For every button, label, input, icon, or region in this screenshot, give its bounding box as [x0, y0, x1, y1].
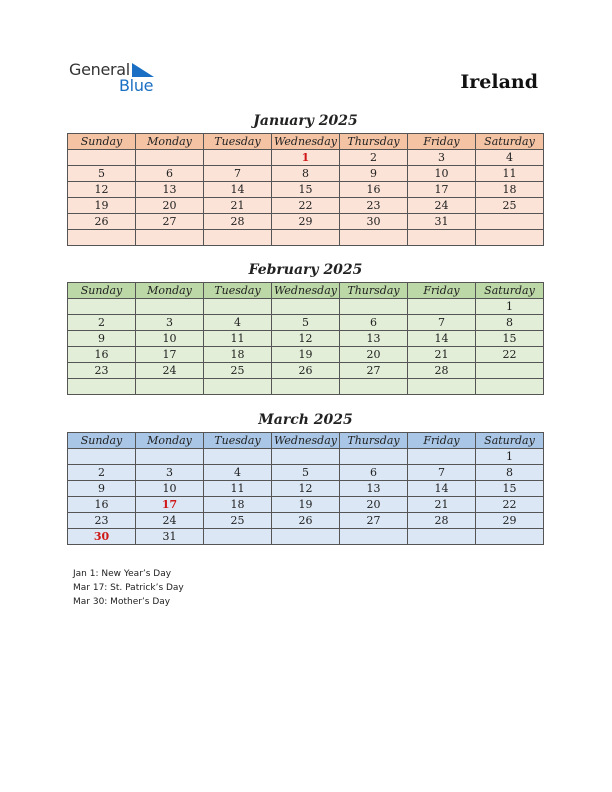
calendar-grid [67, 432, 544, 545]
week-row [68, 150, 544, 166]
day-cell [68, 449, 136, 465]
logo [69, 60, 159, 96]
day-cell: 18 [204, 347, 272, 363]
day-cell: 10 [408, 166, 476, 182]
weekday-header: Saturday [476, 134, 544, 150]
day-cell: 22 [272, 198, 340, 214]
day-cell: 1 [272, 150, 340, 166]
day-cell [68, 150, 136, 166]
logo-text-blue: Blue [119, 76, 154, 95]
day-cell: 9 [68, 331, 136, 347]
day-cell: 17 [136, 497, 204, 513]
day-cell: 20 [340, 497, 408, 513]
day-cell: 16 [340, 182, 408, 198]
day-cell [204, 150, 272, 166]
weekday-header-row [68, 433, 544, 449]
weekday-header: Thursday [340, 283, 408, 299]
day-cell: 17 [136, 347, 204, 363]
day-cell: 14 [408, 331, 476, 347]
day-cell: 11 [204, 481, 272, 497]
weekday-header-row [68, 283, 544, 299]
day-cell [204, 529, 272, 545]
day-cell [340, 230, 408, 246]
weekday-header: Tuesday [204, 134, 272, 150]
holiday-note: Mar 17: St. Patrick’s Day [73, 583, 184, 593]
day-cell: 3 [136, 465, 204, 481]
day-cell: 5 [272, 465, 340, 481]
day-cell: 9 [340, 166, 408, 182]
day-cell: 15 [476, 331, 544, 347]
day-cell: 4 [204, 315, 272, 331]
week-row [68, 315, 544, 331]
week-row [68, 465, 544, 481]
day-cell [340, 529, 408, 545]
day-cell: 26 [272, 513, 340, 529]
holiday-note: Mar 30: Mother’s Day [73, 597, 171, 607]
day-cell [408, 449, 476, 465]
holiday-note: Jan 1: New Year’s Day [73, 569, 172, 579]
weekday-header: Saturday [476, 433, 544, 449]
day-cell [204, 379, 272, 395]
day-cell: 22 [476, 497, 544, 513]
day-cell [272, 230, 340, 246]
day-cell: 29 [476, 513, 544, 529]
week-row [68, 331, 544, 347]
week-row [68, 347, 544, 363]
day-cell [68, 299, 136, 315]
day-cell: 19 [68, 198, 136, 214]
day-cell: 8 [272, 166, 340, 182]
day-cell [476, 363, 544, 379]
day-cell [272, 299, 340, 315]
day-cell [476, 379, 544, 395]
day-cell: 23 [68, 363, 136, 379]
day-cell: 14 [408, 481, 476, 497]
day-cell: 24 [408, 198, 476, 214]
calendar-grid [67, 133, 544, 246]
day-cell: 18 [476, 182, 544, 198]
weekday-header: Friday [408, 134, 476, 150]
day-cell: 12 [272, 331, 340, 347]
day-cell [136, 449, 204, 465]
day-cell: 26 [272, 363, 340, 379]
week-row [68, 166, 544, 182]
day-cell: 1 [476, 449, 544, 465]
weekday-header: Wednesday [272, 134, 340, 150]
day-cell: 23 [68, 513, 136, 529]
week-row [68, 379, 544, 395]
day-cell: 3 [136, 315, 204, 331]
weekday-header: Monday [136, 134, 204, 150]
day-cell: 12 [272, 481, 340, 497]
week-row [68, 230, 544, 246]
day-cell: 13 [340, 481, 408, 497]
week-row [68, 214, 544, 230]
day-cell: 27 [340, 363, 408, 379]
logo-text-general: General [69, 60, 130, 79]
day-cell [204, 449, 272, 465]
day-cell: 30 [340, 214, 408, 230]
weekday-header: Tuesday [204, 283, 272, 299]
day-cell: 28 [408, 513, 476, 529]
day-cell: 21 [408, 347, 476, 363]
day-cell: 14 [204, 182, 272, 198]
day-cell: 15 [272, 182, 340, 198]
weekday-header: Wednesday [272, 433, 340, 449]
day-cell: 9 [68, 481, 136, 497]
week-row [68, 363, 544, 379]
day-cell: 15 [476, 481, 544, 497]
day-cell [340, 449, 408, 465]
day-cell [272, 529, 340, 545]
day-cell: 25 [204, 363, 272, 379]
day-cell: 29 [272, 214, 340, 230]
day-cell: 25 [204, 513, 272, 529]
day-cell: 20 [136, 198, 204, 214]
day-cell: 7 [204, 166, 272, 182]
country-title: Ireland [460, 71, 538, 93]
day-cell: 23 [340, 198, 408, 214]
day-cell: 16 [68, 497, 136, 513]
day-cell: 19 [272, 347, 340, 363]
day-cell [408, 299, 476, 315]
month-january [67, 112, 544, 246]
weekday-header-row [68, 134, 544, 150]
day-cell: 4 [204, 465, 272, 481]
day-cell [476, 214, 544, 230]
weekday-header: Sunday [68, 283, 136, 299]
day-cell [272, 379, 340, 395]
day-cell: 2 [68, 465, 136, 481]
week-row [68, 198, 544, 214]
weekday-header: Thursday [340, 433, 408, 449]
weekday-header: Thursday [340, 134, 408, 150]
day-cell: 30 [68, 529, 136, 545]
day-cell: 24 [136, 363, 204, 379]
day-cell: 1 [476, 299, 544, 315]
day-cell [136, 299, 204, 315]
day-cell: 25 [476, 198, 544, 214]
day-cell: 26 [68, 214, 136, 230]
day-cell [204, 230, 272, 246]
day-cell: 16 [68, 347, 136, 363]
day-cell: 6 [340, 315, 408, 331]
day-cell: 2 [340, 150, 408, 166]
day-cell [68, 230, 136, 246]
week-row [68, 182, 544, 198]
day-cell: 17 [408, 182, 476, 198]
day-cell: 7 [408, 315, 476, 331]
weekday-header: Sunday [68, 134, 136, 150]
day-cell [136, 230, 204, 246]
day-cell: 4 [476, 150, 544, 166]
day-cell [476, 529, 544, 545]
month-title: March 2025 [258, 412, 353, 428]
day-cell: 18 [204, 497, 272, 513]
day-cell [136, 379, 204, 395]
day-cell [204, 299, 272, 315]
day-cell: 27 [136, 214, 204, 230]
day-cell [136, 150, 204, 166]
month-february [67, 261, 544, 395]
weekday-header: Monday [136, 433, 204, 449]
day-cell: 12 [68, 182, 136, 198]
day-cell: 28 [204, 214, 272, 230]
week-row [68, 299, 544, 315]
day-cell: 11 [476, 166, 544, 182]
day-cell: 20 [340, 347, 408, 363]
day-cell: 8 [476, 465, 544, 481]
day-cell: 3 [408, 150, 476, 166]
day-cell: 21 [204, 198, 272, 214]
weekday-header: Saturday [476, 283, 544, 299]
day-cell: 24 [136, 513, 204, 529]
day-cell [340, 299, 408, 315]
week-row [68, 481, 544, 497]
day-cell: 27 [340, 513, 408, 529]
weekday-header: Sunday [68, 433, 136, 449]
day-cell [408, 379, 476, 395]
weekday-header: Friday [408, 283, 476, 299]
day-cell: 6 [136, 166, 204, 182]
day-cell: 13 [340, 331, 408, 347]
week-row [68, 513, 544, 529]
day-cell: 5 [68, 166, 136, 182]
holiday-notes [73, 567, 184, 609]
day-cell: 19 [272, 497, 340, 513]
day-cell: 5 [272, 315, 340, 331]
day-cell: 7 [408, 465, 476, 481]
day-cell [68, 379, 136, 395]
day-cell: 10 [136, 331, 204, 347]
day-cell: 6 [340, 465, 408, 481]
day-cell [476, 230, 544, 246]
day-cell [340, 379, 408, 395]
week-row [68, 529, 544, 545]
day-cell [408, 230, 476, 246]
day-cell: 11 [204, 331, 272, 347]
day-cell: 22 [476, 347, 544, 363]
day-cell: 8 [476, 315, 544, 331]
weekday-header: Friday [408, 433, 476, 449]
day-cell: 21 [408, 497, 476, 513]
day-cell [272, 449, 340, 465]
week-row [68, 449, 544, 465]
calendar-grid [67, 282, 544, 395]
day-cell: 31 [136, 529, 204, 545]
month-title: February 2025 [248, 262, 363, 278]
day-cell: 10 [136, 481, 204, 497]
weekday-header: Wednesday [272, 283, 340, 299]
week-row [68, 497, 544, 513]
day-cell: 28 [408, 363, 476, 379]
day-cell: 31 [408, 214, 476, 230]
month-title: January 2025 [253, 113, 358, 129]
day-cell: 2 [68, 315, 136, 331]
weekday-header: Tuesday [204, 433, 272, 449]
weekday-header: Monday [136, 283, 204, 299]
month-march [67, 411, 544, 545]
day-cell [408, 529, 476, 545]
day-cell: 13 [136, 182, 204, 198]
